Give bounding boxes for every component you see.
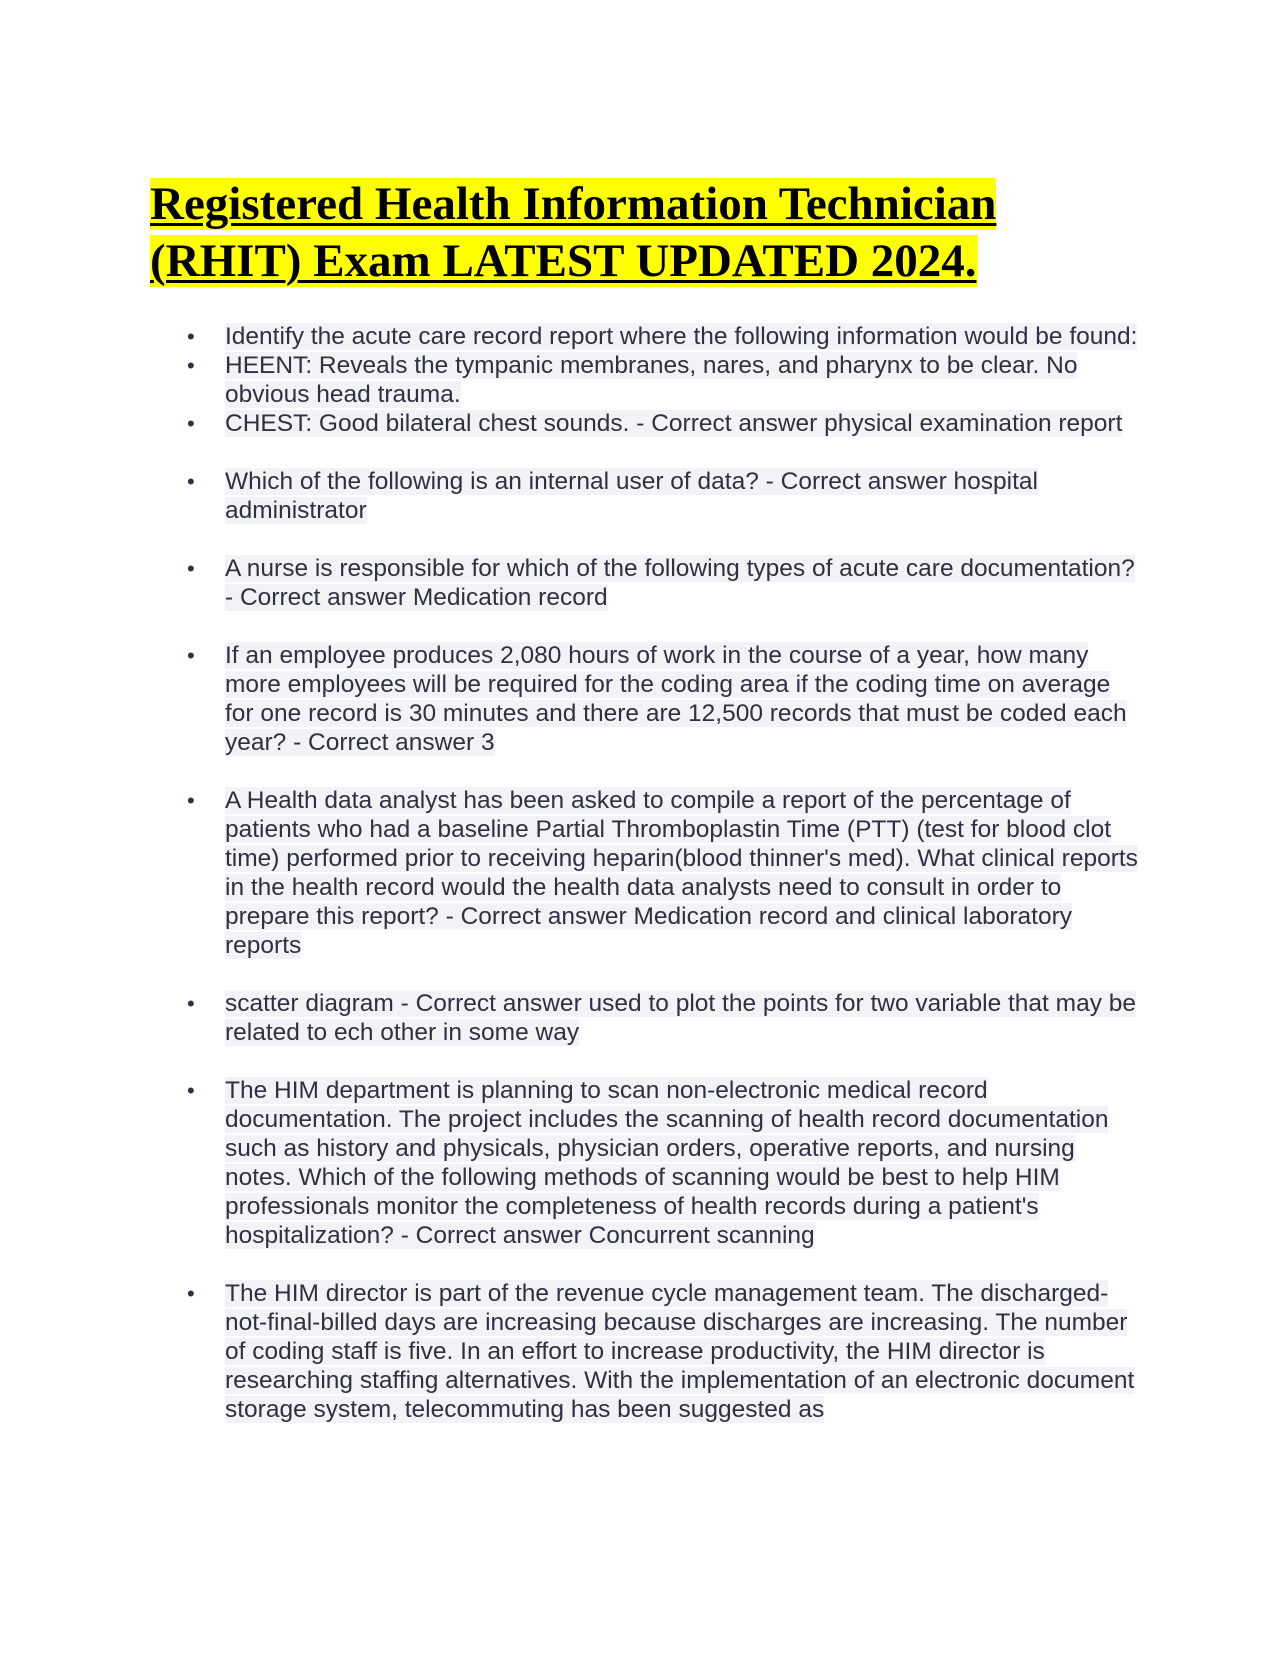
document-title — [150, 176, 1090, 290]
list-item-text: Which of the following is an internal user of data? - Correct answer hospital administrator — [225, 468, 1038, 524]
list-item-text: Identify the acute care record report where the following information would be found: — [225, 323, 1138, 350]
list-item — [150, 351, 1140, 409]
list-item — [150, 467, 1140, 525]
list-item — [150, 409, 1140, 438]
list-item — [150, 554, 1140, 612]
list-item — [150, 1076, 1140, 1250]
bullet-dot-icon: • — [187, 788, 195, 813]
list-item-text: A Health data analyst has been asked to compile a report of the percentage of patients who had a baseline Partial Thromboplastin Time (PTT) (test for blood clot time) performed prior to receiving heparin(blood thinner's med). What clinical reports in the health record would the health data analysts need to consult in order to prepare this report? - Correct answer Medication record and clinical laboratory reports — [225, 787, 1138, 959]
list-item — [150, 786, 1140, 960]
bullet-dot-icon: • — [187, 353, 195, 378]
bullet-dot-icon: • — [187, 324, 195, 349]
bullet-dot-icon: • — [187, 1078, 195, 1103]
document-title-text: Registered Health Information Technician (RHIT) Exam LATEST UPDATED 2024. — [150, 178, 997, 287]
bullet-dot-icon: • — [187, 1281, 195, 1306]
bullet-dot-icon: • — [187, 469, 195, 494]
list-item-text: HEENT: Reveals the tympanic membranes, nares, and pharynx to be clear. No obvious head trauma. — [225, 352, 1078, 408]
list-item-text: The HIM department is planning to scan non-electronic medical record documentation. The project includes the scanning of health record documentation such as history and physicals, physician orders, operative reports, and nursing notes. Which of the following methods of scanning would be best to help HIM professionals monitor the completeness of health records during a patient's hospitalization? - Correct answer Concurrent scanning — [225, 1077, 1109, 1249]
list-item-text: A nurse is responsible for which of the following types of acute care documentation? - Correct answer Medication record — [225, 555, 1135, 611]
list-item — [150, 1279, 1140, 1424]
question-answer-list — [150, 322, 1140, 1424]
list-item-text: If an employee produces 2,080 hours of work in the course of a year, how many more employees will be required for the coding area if the coding time on average for one record is 30 minutes and there are 12,500 records that must be coded each year? - Correct answer 3 — [225, 642, 1127, 756]
bullet-dot-icon: • — [187, 643, 195, 668]
list-item-text: scatter diagram - Correct answer used to plot the points for two variable that may be related to ech other in some way — [225, 990, 1137, 1046]
list-item-text: The HIM director is part of the revenue cycle management team. The discharged-not-final-billed days are increasing because discharges are increasing. The number of coding staff is five. In an effort to increase productivity, the HIM director is researching staffing alternatives. With the implementation of an electronic document storage system, telecommuting has been suggested as — [225, 1280, 1135, 1423]
list-item — [150, 989, 1140, 1047]
list-item-text: CHEST: Good bilateral chest sounds. - Correct answer physical examination report — [225, 410, 1123, 437]
list-item — [150, 641, 1140, 757]
bullet-dot-icon: • — [187, 556, 195, 581]
bullet-dot-icon: • — [187, 411, 195, 436]
bullet-dot-icon: • — [187, 991, 195, 1016]
list-item — [150, 322, 1140, 351]
